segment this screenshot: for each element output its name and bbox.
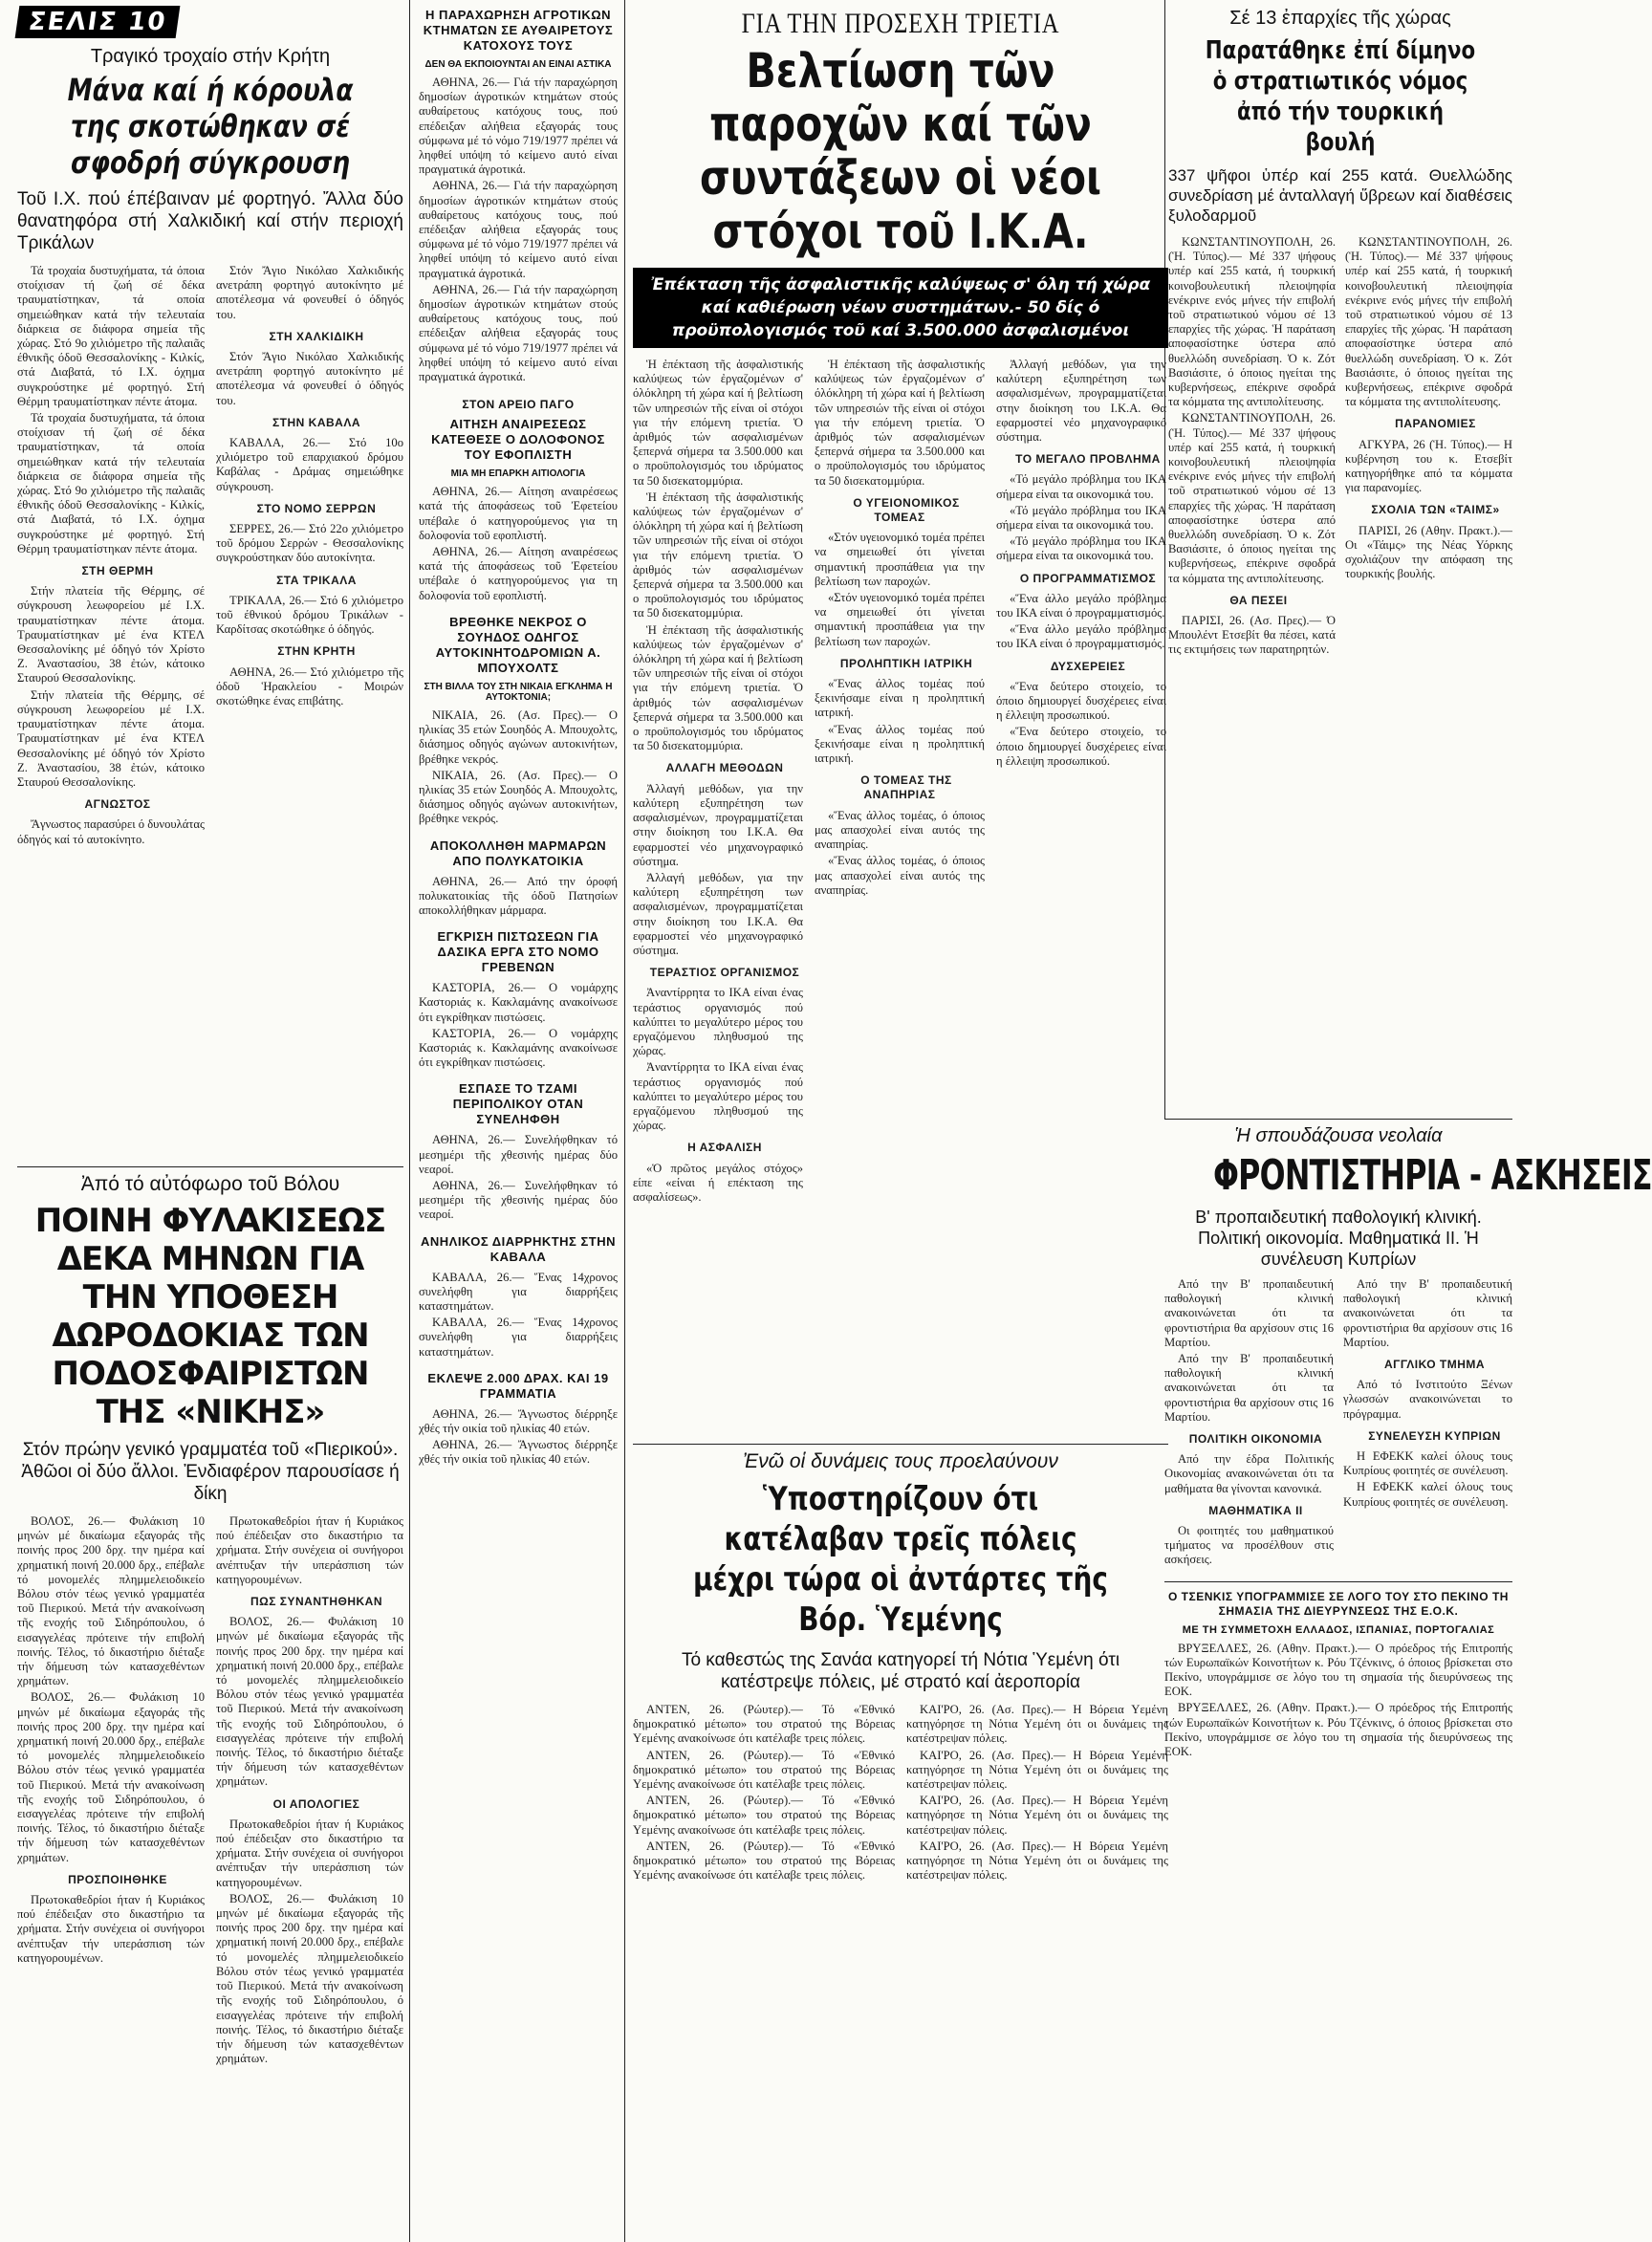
c1mid-sub-serres: ΣΤΟ ΝΟΜΟ ΣΕΡΡΩΝ — [256, 501, 377, 515]
section-rule — [17, 1166, 403, 1167]
ika-body-3: Ἀναντίρρητα το ΙΚΑ είναι ένας τεράστιος οργανισμός πού καλύπτει το μεγαλύτερο μέρος του εργαζόμενου πληθυσμού της χώρας. — [633, 986, 803, 1058]
c2-body-8: ΚΑΒΑΛΑ, 26.— Ἕνας 14χρονος συνελήφθη για διαρρήξεις καταστημάτων. — [419, 1270, 618, 1313]
yemen-body-1: ΑΝΤΕΝ, 26. (Ρώυτερ).— Τό «Ἐθνικό δημοκρατικό μέτωπο» του στρατού της Βόρειας Υεμένης ανακοίνωσε ότι κατέλαβε τρεις πόλεις. — [633, 1748, 895, 1792]
turkey-kicker: Σέ 13 ἐπαρχίες τῆς χώρας — [1229, 8, 1451, 29]
c2-body-7: ΑΘΗΝΑ, 26.— Συνελήφθηκαν τό μεσημέρι τῆς χθεσινής ημέρας δύο νεαροί. — [419, 1133, 618, 1176]
ika-body-5: «Στόν υγειονομικό τομέα πρέπει να σημειωθεί ότι γίνεται σημαντική προσπάθεια για την βελτίωση των παροχών. — [815, 531, 985, 588]
ika-body-10: «Ἕνα δεύτερο στοιχείο, το όποιο δημιουργεί δυσχέρειες είναι η έλλειψη προσωπικού. — [996, 725, 1166, 768]
yemen-body-2: ΚΑΙ'ΡΟ, 26. (Ασ. Πρες).— Η Βόρεια Υεμένη κατηγόρησε τη Νότια Υεμένη ότι οι δυνάμεις της κατέστρεψαν πόλεις. — [906, 1794, 1168, 1837]
turkey-body-4: ΠΑΡΙΣΙ, 26. (Ασ. Πρες).— Ό Μπουλέντ Ετσεβίτ θα πέσει, κατά τις εκτιμήσεις των παρατηρητών. — [1168, 614, 1336, 657]
ika-body-1: Ἡ ἐπέκταση τῆς ἀσφαλιστικής καλύψεως τών ἐργαζομένων σ' όλόκληρη τή χώρα καί ή βελτίωση τῶν υπηρεσιών τῆς είναι οἱ στόχοι για τήν επόμενη τριετία. Ὁ ἀριθμός τών ασφαλισμένων ξεπερνά σήμερα τα 3.500.000 και ο προϋπολογισμός του ιδρύματος τα 50 δισεκατομμύρια. — [633, 490, 803, 620]
ika-sub-9: ΔΥΣΧΕΡΕΙΕΣ — [1050, 659, 1126, 673]
youth-body-3: Η ΕΦΕΚΚ καλεί όλους τους Κυπρίους φοιτητές σε συνέλευση. — [1343, 1480, 1512, 1509]
eoc-body: ΒΡΥΞΕΛΛΕΣ, 26. (Αθην. Πρακτ.).— Ο πρόεδρος τής Επιτροπής τών Ευρωπαϊκών Κοινοτήτων κ. Ρόυ Τζένκινς, ό όποιος βρίσκεται στο Πεκίνο, υπογράμμισε σε λόγο του τη σημασία τής διευρύνσεως της ΕΟΚ. — [1164, 1701, 1512, 1759]
c2-deck-1: ΔΕΝ ΘΑ ΕΚΠΟΙΟΥΝΤΑΙ ΑΝ ΕΙΝΑΙ ΑΣΤΙΚΑ — [424, 59, 612, 70]
ika-body-2: Ἀλλαγή μεθόδων, για την καλύτερη εξυπηρέτηση των ασφαλισμένων, προγραμματίζεται στην διοίκηση του Ι.Κ.Α. Θα εφαρμοστεί νέο μηχανογραφικό σύστημα. — [996, 358, 1166, 445]
turkey-sub-2: ΣΧΟΛΙΑ ΤΩΝ «ΤΑΙΜΣ» — [1371, 503, 1500, 517]
youth-headline: ΦΡΟΝΤΙΣΤΗΡΙΑ - ΑΣΚΗΣΕΙΣ — [1212, 1151, 1652, 1200]
c2-head-8: ΑΝΗΛΙΚΟΣ ΔΙΑΡΡΗΚΤΗΣ ΣΤΗΝ ΚΑΒΑΛΑ — [420, 1233, 616, 1264]
ika-body-10: «Ἕνα δεύτερο στοιχείο, το όποιο δημιουργεί δυσχέρειες είναι η έλλειψη προσωπικού. — [996, 679, 1166, 723]
ika-sub-8: Ο ΠΡΟΓΡΑΜΜΑΤΙΣΜΟΣ — [1019, 571, 1157, 585]
volos-body: ΒΟΛΟΣ, 26.— Φυλάκιση 10 μηνών μέ δικαίωμα εξαγοράς τῆς ποινής προς 200 δρχ. την ημέρα καί χρηματική ποινή 20.000 δρχ., επέβαλε τό μονομελές πλημμελειοδικείο Βόλου στόν τέως γενικό γραμματέα τοῦ Πιερικού. Μετά τήν ανακοίνωση τῆς ενοχής τοῦ Σιδηρόπουλου, ό εισαγγελέας πρότεινε τήν επιβολή ποινής. Τέλος, τό δικαστήριο διέταξε τήν δήμευση τών κατασχεθέντων χρημάτων. — [17, 1514, 205, 1688]
youth-sub-3: ΠΟΛΙΤΙΚΗ ΟΙΚΟΝΟΜΙΑ — [1188, 1432, 1323, 1447]
c2-head-6: ΕΓΚΡΙΣΗ ΠΙΣΤΩΣΕΩΝ ΓΙΑ ΔΑΣΙΚΑ ΕΡΓΑ ΣΤΟ ΝΟΜΟ ΓΡΕΒΕΝΩΝ — [437, 929, 599, 975]
c1mid-body-5: ΑΘΗΝΑ, 26.— Στό χιλιόμετρο τῆς όδοῦ Ἡρακλείου - Μοιρών σκοτώθηκε ένας επιβάτης. — [216, 664, 403, 708]
youth-sub-2: ΣΥΝΕΛΕΥΣΗ ΚΥΠΡΙΩΝ — [1368, 1428, 1501, 1443]
volos-body: ΒΟΛΟΣ, 26.— Φυλάκιση 10 μηνών μέ δικαίωμα εξαγοράς τῆς ποινής προς 200 δρχ. την ημέρα καί χρηματική ποινή 20.000 δρχ., επέβαλε τό μονομελές πλημμελειοδικείο Βόλου στόν τέως γενικό γραμματέα τοῦ Πιερικού. Μετά τήν ανακοίνωση τῆς ενοχής τοῦ Σιδηρόπουλου, ό εισαγγελέας πρότεινε τήν επιβολή ποινής. Τέλος, τό δικαστήριο διέταξε τήν δήμευση τών κατασχεθέντων χρημάτων. — [216, 1615, 403, 1789]
yemen-body-2: ΚΑΙ'ΡΟ, 26. (Ασ. Πρες).— Η Βόρεια Υεμένη κατηγόρησε τη Νότια Υεμένη ότι οι δυνάμεις της κατέστρεψαν πόλεις. — [906, 1748, 1168, 1792]
ika-body-8: «Τό μεγάλο πρόβλημα του ΙΚΑ σήμερα είναι τα οικονομικά του. — [996, 534, 1166, 563]
volos-headline: ΠΟΙΝΗ ΦΥΛΑΚΙΣΕΩΣ ΔΕΚΑ ΜΗΝΩΝ ΓΙΑ ΤΗΝ ΥΠΟΘΕΣΗ ΔΩΡΟΔΟΚΙΑΣ ΤΩΝ ΠΟΔΟΣΦΑΙΡΙΣΤΩΝ ΤΗΣ «ΝΙΚΗΣ» — [34, 1202, 386, 1431]
crete-headline: Μάνα καί ή κόρουλα της σκοτώθηκαν σέ σφοδρή σύγκρουση — [67, 72, 354, 181]
c2-head-2: ΣΤΟΝ ΑΡΕΙΟ ΠΑΓΟ — [462, 398, 575, 412]
yemen-body-2: ΚΑΙ'ΡΟ, 26. (Ασ. Πρες).— Η Βόρεια Υεμένη κατηγόρησε τη Νότια Υεμένη ότι οι δυνάμεις της κατέστρεψαν πόλεις. — [906, 1703, 1168, 1746]
eoc-body: ΒΡΥΞΕΛΛΕΣ, 26. (Αθην. Πρακτ.).— Ο πρόεδρος τής Επιτροπής τών Ευρωπαϊκών Κοινοτήτων κ. Ρόυ Τζένκινς, ό όποιος βρίσκεται στο Πεκίνο, υπογράμμισε σε λόγο του τη σημασία τής διευρύνσεως της ΕΟΚ. — [1164, 1641, 1512, 1699]
ika-body-5: «Στόν υγειονομικό τομέα πρέπει να σημειωθεί ότι γίνεται σημαντική προσπάθεια για την βελτίωση των παροχών. — [815, 591, 985, 648]
crete-body-2: Στήν πλατεία τῆς Θέρμης, σέ σύγκρουση λεωφορείου μέ Ι.Χ. τραυματίστηκαν πέντε άτομα. Τραυματίστηκαν μέ ένα ΚΤΕΛ Θεσσαλονίκης μέ όδηγό τόν Χρίστο Ζ. Ἀναστασίου, 38 ἐτών, κάτοικο Σταυρού Θεσσαλονίκης. — [17, 584, 205, 686]
ika-sub-6: Ο ΤΟΜΕΑΣ ΤΗΣ ΑΝΑΠΗΡΙΑΣ — [860, 773, 952, 802]
ika-body-6: «Ἕνας άλλος τομέας πού ξεκινήσαμε είναι η προληπτική ιατρική. — [815, 722, 985, 766]
ika-body-3: Ἀναντίρρητα το ΙΚΑ είναι ένας τεράστιος οργανισμός πού καλύπτει το μεγαλύτερο μέρος του εργαζόμενου πληθυσμού της χώρας. — [633, 1060, 803, 1133]
c2-body-1: ΑΘΗΝΑ, 26.— Γιά τήν παραχώρηση δημοσίων άγροτικών κτημάτων στούς αυθαίρετους κατόχους τους, πού επέδειξαν αλήθεια εξαγοράς τους σύμφωνα μέ τό νόμο 719/1977 πρέπει νά ληφθεί υπόψη τό κείμενο αυτό είναι πραγματικά άγροτικά. — [419, 179, 618, 280]
crete-sub-agnostos: ΑΓΝΩΣΤΟΣ — [84, 797, 151, 812]
ika-body-7: «Ἕνας άλλος τομέας, ό όποιος μας απασχολεί είναι αυτός της αναπηρίας. — [815, 808, 985, 852]
c1mid-body-2: ΚΑΒΑΛΑ, 26.— Στό 10ο χιλιόμετρο τοῦ επαρχιακού δρόμου Καβάλας - Δράμας σημειώθηκε σύγκρουση. — [216, 436, 403, 493]
youth-sub-1: ΑΓΓΛΙΚΟ ΤΜΗΜΑ — [1383, 1358, 1486, 1372]
yemen-kicker: Ἐνῶ οἱ δυνάμεις τους προελαύνουν — [743, 1450, 1058, 1472]
ika-body-9: «Ἕνα άλλο μεγάλο πρόβλημα του ΙΚΑ είναι ό προγραμματισμός. — [996, 622, 1166, 651]
column-rule — [409, 0, 410, 2242]
volos-body-b: Πρωτοκαθεδρίοι ήταν ή Κυριάκος πού έπέδειξαν στο δικαστήριο τα χρήματα. Στήν συνέχεια οἱ συνήγοροι ανέπτυξαν τήν υπεράσπιση τών κατηγορουμένων. — [17, 1893, 205, 1965]
volos-sub-3: ΠΡΟΣΠΟΙΗΘΗΚΕ — [68, 1872, 167, 1886]
turkey-body: ΚΩΝΣΤΑΝΤΙΝΟΥΠΟΛΗ, 26. (Ἡ. Τύπος).— Μέ 337 ψήφους υπέρ καί 255 κατά, ή τουρκική κοινοβουλευτική πλειοψηφία ενέκρινε ενός μήνες τήν επιβολή τοῦ στρατιωτικού νόμου σέ 13 επαρχίες τῆς χώρας. Ἡ παράταση αποφασίστηκε ύστερα από θυελλώδη συνεδρίαση. Ὁ κ. Ζότ Βασιάσιτε, ό όποιος ηγείται της κυβερνήσεως, επέκρινε σφοδρά τα κόμματα της αντιπολίτευσης. — [1345, 235, 1512, 409]
ika-body-8: «Τό μεγάλο πρόβλημα του ΙΚΑ σήμερα είναι τα οικονομικά του. — [996, 472, 1166, 501]
c1mid-sub-kavala: ΣΤΗΝ ΚΑΒΑΛΑ — [272, 415, 361, 429]
crete-body-3: Ἄγνωστος παρασύρει ό δυνουλάτας όδηγός καί τό αυτοκίνητο. — [17, 817, 205, 846]
column-1 — [17, 0, 403, 2242]
volos-body: ΒΟΛΟΣ, 26.— Φυλάκιση 10 μηνών μέ δικαίωμα εξαγοράς τῆς ποινής προς 200 δρχ. την ημέρα καί χρηματική ποινή 20.000 δρχ., επέβαλε τό μονομελές πλημμελειοδικείο Βόλου στόν τέως γενικό γραμματέα τοῦ Πιερικού. Μετά τήν ανακοίνωση τῆς ενοχής τοῦ Σιδηρόπουλου, ό εισαγγελέας πρότεινε τήν επιβολή ποινής. Τέλος, τό δικαστήριο διέταξε τήν δήμευση τών κατασχεθέντων χρημάτων. — [216, 1891, 403, 2066]
youth-body-1: Από την Β' προπαιδευτική παθολογική κλινική ανακοινώνεται ότι τα φροντιστήρια θα αρχίσουν στις 16 Μαρτίου. — [1164, 1352, 1334, 1424]
column-2 — [419, 0, 618, 2242]
ika-body-2: Ἀλλαγή μεθόδων, για την καλύτερη εξυπηρέτηση των ασφαλισμένων, προγραμματίζεται στην διοίκηση του Ι.Κ.Α. Θα εφαρμοστεί νέο μηχανογραφικό σύστημα. — [633, 781, 803, 868]
yemen-lede: Τό καθεστώς της Σανάα κατηγορεί τή Νότια Ὑεμένη ότι κατέστρεψε πόλεις, μέ στρατό καί ἀεροπορία — [681, 1650, 1120, 1692]
section-rule — [633, 1444, 1168, 1445]
ika-body-6: «Ἕνας άλλος τομέας πού ξεκινήσαμε είναι η προληπτική ιατρική. — [815, 677, 985, 720]
crete-kicker: Τραγικό τροχαίο στήν Κρήτη — [90, 46, 331, 67]
ika-body-4: «Ὁ πρῶτος μεγάλος στόχος» είπε «είναι ή επέκταση της ασφαλίσεως». — [633, 1161, 803, 1204]
ika-body-8: «Τό μεγάλο πρόβλημα του ΙΚΑ σήμερα είναι τα οικονομικά του. — [996, 503, 1166, 533]
turkey-body-2: ΑΓΚΥΡΑ, 26 (Ἡ. Τύπος).— Η κυβέρνηση του κ. Ετσεβίτ κατηγορήθηκε από τα κόμματα για παρανομίες. — [1345, 437, 1512, 495]
ika-headline: Βελτίωση τῶν παροχῶν καί τῶν συντάξεων οἱ νέοι στόχοι τοῦ Ι.Κ.Α. — [699, 43, 1102, 259]
turkey-body-3: ΠΑΡΙΣΙ, 26 (Αθην. Πρακτ.).— Οι «Τάιμς» της Νέας Υόρκης σχολιάζουν την απόφαση της τουρκικής βουλής. — [1345, 523, 1512, 581]
section-rule — [1164, 1119, 1512, 1120]
volos-body: ΒΟΛΟΣ, 26.— Φυλάκιση 10 μηνών μέ δικαίωμα εξαγοράς τῆς ποινής προς 200 δρχ. την ημέρα καί χρηματική ποινή 20.000 δρχ., επέβαλε τό μονομελές πλημμελειοδικείο Βόλου στόν τέως γενικό γραμματέα τοῦ Πιερικού. Μετά τήν ανακοίνωση τῆς ενοχής τοῦ Σιδηρόπουλου, ό εισαγγελέας πρότεινε τήν επιβολή ποινής. Τέλος, τό δικαστήριο διέταξε τήν δήμευση τών κατασχεθέντων χρημάτων. — [17, 1690, 205, 1864]
ika-body-2: Ἀλλαγή μεθόδων, για την καλύτερη εξυπηρέτηση των ασφαλισμένων, προγραμματίζεται στην διοίκηση του Ι.Κ.Α. Θα εφαρμοστεί νέο μηχανογραφικό σύστημα. — [633, 870, 803, 957]
page-flag: ΣΕΛΙΣ 10 — [15, 6, 181, 38]
volos-body-b: Πρωτοκαθεδρίοι ήταν ή Κυριάκος πού έπέδειξαν στο δικαστήριο τα χρήματα. Στήν συνέχεια οἱ συνήγοροι ανέπτυξαν τήν υπεράσπιση τών κατηγορουμένων. — [216, 1817, 403, 1889]
youth-kicker: Ἡ σπουδάζουσα νεολαία — [1234, 1125, 1443, 1146]
youth-body-1: Από την Β' προπαιδευτική παθολογική κλινική ανακοινώνεται ότι τα φροντιστήρια θα αρχίσουν στις 16 Μαρτίου. — [1164, 1277, 1334, 1349]
c2-deck-3: ΜΙΑ ΜΗ ΕΠΑΡΚΗ ΑΙΤΙΟΛΟΓΙΑ — [450, 468, 586, 480]
ika-sub-4: Ο ΥΓΕΙΟΝΟΜΙΚΟΣ ΤΟΜΕΑΣ — [853, 495, 960, 525]
volos-body-b: Πρωτοκαθεδρίοι ήταν ή Κυριάκος πού έπέδειξαν στο δικαστήριο τα χρήματα. Στήν συνέχεια οἱ συνήγοροι ανέπτυξαν τήν υπεράσπιση τών κατηγορουμένων. — [216, 1514, 403, 1586]
ika-sub-7: ΤΟ ΜΕΓΑΛΟ ΠΡΟΒΛΗΜΑ — [1015, 452, 1161, 467]
crete-lede: Τοῦ Ι.Χ. πού έπέβαιναν μέ φορτηγό. Ἄλλα δύο θανατηφόρα στή Χαλκιδική καί στήν περιοχή Τρικάλων — [17, 189, 403, 253]
c1mid-sub-trikala: ΣΤΑ ΤΡΙΚΑΛΑ — [276, 573, 357, 587]
c1mid-body-4: ΤΡΙΚΑΛΑ, 26.— Στό 6 χιλιόμετρο τοῦ έθνικού δρόμου Τρικάλων - Καρδίτσας σκοτώθηκε ό όδηγός. — [216, 593, 403, 637]
crete-body-2: Στήν πλατεία τῆς Θέρμης, σέ σύγκρουση λεωφορείου μέ Ι.Χ. τραυματίστηκαν πέντε άτομα. Τραυματίστηκαν μέ ένα ΚΤΕΛ Θεσσαλονίκης μέ όδηγό τόν Χρίστο Ζ. Ἀναστασίου, 38 ἐτών, κάτοικο Σταυρού Θεσσαλονίκης. — [17, 687, 205, 789]
turkey-sub-1: ΠΑΡΑΝΟΜΙΕΣ — [1395, 417, 1476, 431]
c2-head-7: ΕΣΠΑΣΕ ΤΟ ΤΖΑΜΙ ΠΕΡΙΠΟΛΙΚΟΥ ΟΤΑΝ ΣΥΝΕΛΗΦΘΗ — [452, 1081, 584, 1127]
youth-lede: Β' προπαιδευτική παθολογική κλινική. Πολιτική οικονομία. Μαθηματικά ΙΙ. Ἡ συνέλευση Κυπρίων — [1195, 1208, 1482, 1269]
yemen-body-1: ΑΝΤΕΝ, 26. (Ρώυτερ).— Τό «Ἐθνικό δημοκρατικό μέτωπο» του στρατού της Βόρειας Υεμένης ανακοίνωσε ότι κατέλαβε τρεις πόλεις. — [633, 1839, 895, 1883]
c1mid-body-1: Στόν Ἄγιο Νικόλαο Χαλκιδικής ανετράπη φορτηγό αυτοκίνητο μέ αποτέλεσμα νά φονευθεί ό όδηγός του. — [216, 350, 403, 407]
c2-body-1: ΑΘΗΝΑ, 26.— Γιά τήν παραχώρηση δημοσίων άγροτικών κτημάτων στούς αυθαίρετους κατόχους τους, πού επέδειξαν αλήθεια εξαγοράς τους σύμφωνα μέ τό νόμο 719/1977 πρέπει νά ληφθεί υπόψη τό κείμενο αυτό είναι πραγματικά άγροτικά. — [419, 76, 618, 177]
volos-kicker: Ἀπό τό αὐτόφωρο τοῦ Βόλου — [80, 1173, 340, 1195]
youth-body-2: Από τό Ινστιτούτο Ξένων γλωσσών ανακοινώνεται το πρόγραμμα. — [1343, 1378, 1512, 1421]
volos-sub-1: ΠΩΣ ΣΥΝΑΝΤΗΘΗΚΑΝ — [250, 1595, 383, 1609]
ika-banner: Ἐπέκταση τῆς ἀσφαλιστικῆς καλύψεως σ' όλη τή χώρα καί καθιέρωση νέων συστημάτων.- 50 δίς ό προϋπολογισμός τοῦ καί 3.500.000 ἀσφαλισμένοι — [633, 268, 1168, 348]
turkey-sub-3: ΘΑ ΠΕΣΕΙ — [1229, 593, 1288, 607]
youth-body-5: Οι φοιτητές του μαθηματικού τμήματος να προσέλθουν στις ασκήσεις. — [1164, 1524, 1334, 1567]
c2-body-6: ΚΑΣΤΟΡΙΑ, 26.— Ο νομάρχης Καστοριάς κ. Κακλαμάνης ανακοίνωσε ότι εγκρίθηκαν πιστώσεις. — [419, 1026, 618, 1070]
turkey-lede: 337 ψῆφοι ὑπέρ καί 255 κατά. Θυελλώδης συνεδρίαση μέ ἀνταλλαγή ὕβρεων καί διαθέσεις ξυλοδαρμοῦ — [1168, 166, 1512, 225]
c1mid-sub-kriti: ΣΤΗΝ ΚΡΗΤΗ — [277, 644, 356, 659]
c2-head-3: ΑΙΤΗΣΗ ΑΝΑΙΡΕΣΕΩΣ ΚΑΤΕΘΕΣΕ Ο ΔΟΛΟΦΟΝΟΣ ΤΟΥ ΕΦΟΠΛΙΣΤΗ — [431, 417, 605, 463]
ika-sub-3: Η ΑΣΦΑΛΙΣΗ — [687, 1141, 762, 1155]
crete-body: Τά τροχαία δυστυχήματα, τά όποια στοίχισαν τή ζωή σέ δέκα τραυματίστηκαν, τά οποία σημειώθηκαν κατά τήν τελευταία διάρκεια σε διάφορα σημεία τῆς χώρας. Στό 9ο χιλιόμετρο τῆς παλαιᾶς έθνικῆς όδοῦ Θεσσαλονίκης - Κιλκίς, στά Διαβατά, τό Ι.Χ. όχημα συγκρούστηκε μέ φορτηγό. Στή Θέρμη τραυματίστηκαν πέντε άτομα. — [17, 411, 205, 555]
eoc-deck: ΜΕ ΤΗ ΣΥΜΜΕΤΟΧΗ ΕΛΛΑΔΟΣ, ΙΣΠΑΝΙΑΣ, ΠΟΡΤΟΓΑΛΙΑΣ — [1182, 1623, 1495, 1636]
yemen-body-1: ΑΝΤΕΝ, 26. (Ρώυτερ).— Τό «Ἐθνικό δημοκρατικό μέτωπο» του στρατού της Βόρειας Υεμένης ανακοίνωσε ότι κατέλαβε τρεις πόλεις. — [633, 1794, 895, 1837]
c2-body-3: ΑΘΗΝΑ, 26.— Αίτηση αναιρέσεως κατά τής άποφάσεως τοῦ Ἐφετείου υπέβαλε ό κατηγορούμενος για τη δολοφονία τοῦ εφοπλιστή. — [419, 485, 618, 542]
column-4 — [1164, 0, 1652, 2242]
ika-body-1: Ἡ ἐπέκταση τῆς ἀσφαλιστικής καλύψεως τών ἐργαζομένων σ' όλόκληρη τή χώρα καί ή βελτίωση τῶν υπηρεσιών τῆς είναι οἱ στόχοι για τήν επόμενη τριετία. Ὁ ἀριθμός τών ασφαλισμένων ξεπερνά σήμερα τα 3.500.000 και ο προϋπολογισμός του ιδρύματος τα 50 δισεκατομμύρια. — [815, 358, 985, 488]
c2-head-5: ΑΠΟΚΟΛΛΗΘΗ ΜΑΡΜΑΡΩΝ ΑΠΟ ΠΟΛΥΚΑΤΟΙΚΙΑ — [429, 838, 607, 868]
youth-body-3: Η ΕΦΕΚΚ καλεί όλους τους Κυπρίους φοιτητές σε συνέλευση. — [1343, 1449, 1512, 1478]
c2-body-8: ΚΑΒΑΛΑ, 26.— Ἕνας 14χρονος συνελήφθη για διαρρήξεις καταστημάτων. — [419, 1316, 618, 1359]
c2-body-3: ΑΘΗΝΑ, 26.— Αίτηση αναιρέσεως κατά τής άποφάσεως τοῦ Ἐφετείου υπέβαλε ό κατηγορούμενος για τη δολοφονία τοῦ εφοπλιστή. — [419, 545, 618, 602]
c2-body-9: ΑΘΗΝΑ, 26.— Ἄγνωστος διέρρηξε χθές τήν οικία τοῦ ηλικίας 40 ετών. — [419, 1438, 618, 1467]
turkey-body: ΚΩΝΣΤΑΝΤΙΝΟΥΠΟΛΗ, 26. (Ἡ. Τύπος).— Μέ 337 ψήφους υπέρ καί 255 κατά, ή τουρκική κοινοβουλευτική πλειοψηφία ενέκρινε ενός μήνες τήν επιβολή τοῦ στρατιωτικού νόμου σέ 13 επαρχίες τῆς χώρας. Ἡ παράταση αποφασίστηκε ύστερα από θυελλώδη συνεδρίαση. Ὁ κ. Ζότ Βασιάσιτε, ό όποιος ηγείται της κυβερνήσεως, επέκρινε σφοδρά τα κόμματα της αντιπολίτευσης. — [1168, 235, 1336, 409]
youth-body-4: Από την έδρα Πολιτικής Οικονομίας ανακοινώνεται ότι τα μαθήματα θα γίνονται κανονικά. — [1164, 1452, 1334, 1495]
ika-body-7: «Ἕνας άλλος τομέας, ό όποιος μας απασχολεί είναι αυτός της αναπηρίας. — [815, 854, 985, 897]
c2-head-9: ΕΚΛΕΨΕ 2.000 ΔΡΑΧ. ΚΑΙ 19 ΓΡΑΜΜΑΤΙΑ — [427, 1370, 609, 1401]
ika-body-9: «Ἕνα άλλο μεγάλο πρόβλημα του ΙΚΑ είναι ό προγραμματισμός. — [996, 591, 1166, 620]
crete-sub-thermi: ΣΤΗ ΘΕΡΜΗ — [81, 564, 154, 578]
ika-body-1: Ἡ ἐπέκταση τῆς ἀσφαλιστικής καλύψεως τών ἐργαζομένων σ' όλόκληρη τή χώρα καί ή βελτίωση τῶν υπηρεσιών τῆς είναι οἱ στόχοι για τήν επόμενη τριετία. Ὁ ἀριθμός τών ασφαλισμένων ξεπερνά σήμερα τα 3.500.000 και ο προϋπολογισμός του ιδρύματος τα 50 δισεκατομμύρια. — [633, 358, 803, 488]
ika-kicker: ΓΙΑ ΤΗΝ ΠΡΟΣΕΧΗ ΤΡΙΕΤΙΑ — [741, 8, 1060, 39]
youth-sub-4: ΜΑΘΗΜΑΤΙΚΑ ΙΙ — [1208, 1503, 1303, 1517]
yemen-body-1: ΑΝΤΕΝ, 26. (Ρώυτερ).— Τό «Ἐθνικό δημοκρατικό μέτωπο» του στρατού της Βόρειας Υεμένης ανακοίνωσε ότι κατέλαβε τρεις πόλεις. — [633, 1703, 895, 1746]
column-3 — [633, 0, 1168, 2242]
turkey-body: ΚΩΝΣΤΑΝΤΙΝΟΥΠΟΛΗ, 26. (Ἡ. Τύπος).— Μέ 337 ψήφους υπέρ καί 255 κατά, ή τουρκική κοινοβουλευτική πλειοψηφία ενέκρινε ενός μήνες τήν επιβολή τοῦ στρατιωτικού νόμου σέ 13 επαρχίες τῆς χώρας. Ἡ παράταση αποφασίστηκε ύστερα από θυελλώδη συνεδρίαση. Ὁ κ. Ζότ Βασιάσιτε, ό όποιος ηγείται της κυβερνήσεως, επέκρινε σφοδρά τα κόμματα της αντιπολίτευσης. — [1168, 411, 1336, 585]
yemen-headline: Ὑποστηρίζουν ότι κατέλαβαν τρεῖς πόλεις μέχρι τώρα οἱ ἀντάρτες τῆς Βόρ. Ὑεμένης — [693, 1480, 1108, 1639]
turkey-headline: Παρατάθηκε ἐπί δίμηνο ὁ στρατιωτικός νόμος ἀπό τήν τουρκική βουλή — [1205, 36, 1476, 157]
c2-body-9: ΑΘΗΝΑ, 26.— Ἄγνωστος διέρρηξε χθές τήν οικία τοῦ ηλικίας 40 ετών. — [419, 1406, 618, 1435]
c2-body-4: ΝΙΚΑΙΑ, 26. (Ασ. Πρες).— Ο ηλικίας 35 ετών Σουηδός Α. Μπουχολτς, διάσημος οδηγός αγώνων αυτοκινήτων, βρέθηκε νεκρός. — [419, 707, 618, 766]
ika-body-1: Ἡ ἐπέκταση τῆς ἀσφαλιστικής καλύψεως τών ἐργαζομένων σ' όλόκληρη τή χώρα καί ή βελτίωση τῶν υπηρεσιών τῆς είναι οἱ στόχοι για τήν επόμενη τριετία. Ὁ ἀριθμός τών ασφαλισμένων ξεπερνά σήμερα τα 3.500.000 και ο προϋπολογισμός του ιδρύματος τα 50 δισεκατομμύρια. — [633, 622, 803, 753]
yemen-body-2: ΚΑΙ'ΡΟ, 26. (Ασ. Πρες).— Η Βόρεια Υεμένη κατηγόρησε τη Νότια Υεμένη ότι οι δυνάμεις της κατέστρεψαν πόλεις. — [906, 1839, 1168, 1883]
c2-body-1: ΑΘΗΝΑ, 26.— Γιά τήν παραχώρηση δημοσίων άγροτικών κτημάτων στούς αυθαίρετους κατόχους τους, πού επέδειξαν αλήθεια εξαγοράς τους σύμφωνα μέ τό νόμο 719/1977 πρέπει νά ληφθεί υπόψη τό κείμενο αυτό είναι πραγματικά άγροτικά. — [419, 282, 618, 384]
c2-body-5: ΑΘΗΝΑ, 26.— Από την όροφή πολυκατοικίας τῆς όδοῦ Πατησίων αποκολλήθηκαν μάρμαρα. — [419, 874, 618, 917]
c2-body-7: ΑΘΗΝΑ, 26.— Συνελήφθηκαν τό μεσημέρι τῆς χθεσινής ημέρας δύο νεαροί. — [419, 1178, 618, 1222]
youth-body-1: Από την Β' προπαιδευτική παθολογική κλινική ανακοινώνεται ότι τα φροντιστήρια θα αρχίσουν στις 16 Μαρτίου. — [1343, 1277, 1512, 1349]
volos-sub-2: ΟΙ ΑΠΟΛΟΓΙΕΣ — [272, 1796, 360, 1811]
section-rule — [1164, 1581, 1512, 1582]
c2-body-4: ΝΙΚΑΙΑ, 26. (Ασ. Πρες).— Ο ηλικίας 35 ετών Σουηδός Α. Μπουχολτς, διάσημος οδηγός αγώνων αυτοκινήτων, βρέθηκε νεκρός. — [419, 768, 618, 826]
c1mid-body-1: Στόν Ἄγιο Νικόλαο Χαλκιδικής ανετράπη φορτηγό αυτοκίνητο μέ αποτέλεσμα νά φονευθεί ό όδηγός του. — [216, 264, 403, 321]
c2-head-1: Η ΠΑΡΑΧΩΡΗΣΗ ΑΓΡΟΤΙΚΩΝ ΚΤΗΜΑΤΩΝ ΣΕ ΑΥΘΑΙΡΕΤΟΥΣ ΚΑΤΟΧΟΥΣ ΤΟΥΣ — [423, 8, 614, 53]
c2-body-6: ΚΑΣΤΟΡΙΑ, 26.— Ο νομάρχης Καστοριάς κ. Κακλαμάνης ανακοίνωσε ότι εγκρίθηκαν πιστώσεις. — [419, 981, 618, 1024]
ika-sub-5: ΠΡΟΛΗΠΤΙΚΗ ΙΑΤΡΙΚΗ — [839, 656, 973, 670]
crete-body: Τά τροχαία δυστυχήματα, τά όποια στοίχισαν τή ζωή σέ δέκα τραυματίστηκαν, τά οποία σημειώθηκαν κατά τήν τελευταία διάρκεια σε διάφορα σημεία τῆς χώρας. Στό 9ο χιλιόμετρο τῆς παλαιᾶς έθνικῆς όδοῦ Θεσσαλονίκης - Κιλκίς, στά Διαβατά, τό Ι.Χ. όχημα συγκρούστηκε μέ φορτηγό. Στή Θέρμη τραυματίστηκαν πέντε άτομα. — [17, 264, 205, 408]
eoc-headline: Ο ΤΣΕΝΚΙΣ ΥΠΟΓΡΑΜΜΙΣΕ ΣΕ ΛΟΓΟ ΤΟΥ ΣΤΟ ΠΕΚΙΝΟ ΤΗ ΣΗΜΑΣΙΑ ΤΗΣ ΔΙΕΥΡΥΝΣΕΩΣ ΤΗΣ Ε.Ο.Κ. — [1168, 1589, 1509, 1618]
ika-sub-1: ΑΛΛΑΓΗ ΜΕΘΟΔΩΝ — [665, 761, 784, 775]
volos-lede: Στόν πρώην γενικό γραμματέα τοῦ «Πιερικού». Ἀθῶοι οἱ δύο ἄλλοι. Ἐνδιαφέρον παρουσίασε ή δίκη — [21, 1440, 400, 1504]
ika-sub-2: ΤΕΡΑΣΤΙΟΣ ΟΡΓΑΝΙΣΜΟΣ — [649, 966, 800, 980]
c2-deck-4: ΣΤΗ ΒΙΛΛΑ ΤΟΥ ΣΤΗ ΝΙΚΑΙΑ ΕΓΚΛΗΜΑ Η ΑΥΤΟΚΤΟΝΙΑ; — [424, 681, 613, 703]
c2-head-4: ΒΡΕΘΗΚΕ ΝΕΚΡΟΣ Ο ΣΟΥΗΔΟΣ ΟΔΗΓΟΣ ΑΥΤΟΚΙΝΗΤΟΔΡΟΜΙΩΝ Α. ΜΠΟΥΧΟΛΤΣ — [435, 614, 601, 675]
column-rule — [624, 0, 625, 2242]
c1mid-body-3: ΣΕΡΡΕΣ, 26.— Στό 22ο χιλιόμετρο τοῦ δρόμου Σερρών - Θεσσαλονίκης συγκρούστηκαν δύο αυτοκίνητα. — [216, 522, 403, 565]
c1mid-sub-chalkidiki: ΣΤΗ ΧΑΛΚΙΔΙΚΗ — [269, 329, 364, 343]
